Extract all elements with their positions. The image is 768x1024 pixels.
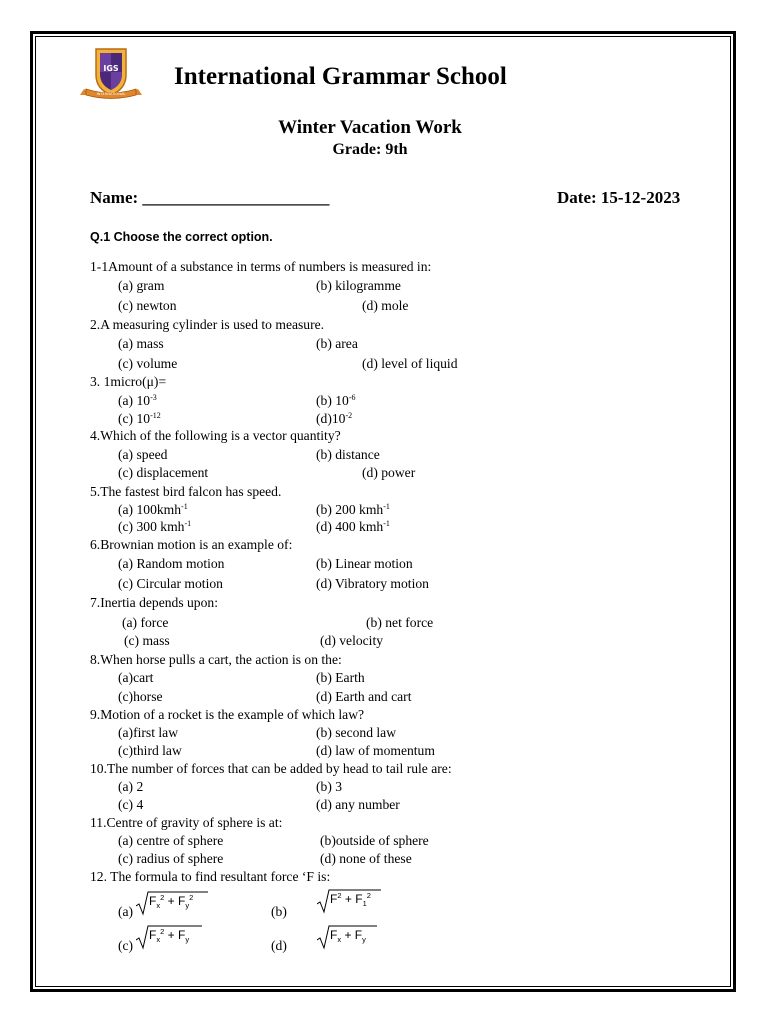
question-10-option-c: (c) 4 <box>118 797 144 812</box>
question-6-option-c: (c) Circular motion <box>118 576 223 591</box>
question-12-option-c: (c) <box>118 938 134 953</box>
question-11-option-a: (a) centre of sphere <box>118 833 224 848</box>
question-3-option-c: (c) $10^{-12}$ <box>118 411 161 426</box>
question-2-option-d: (d) level of liquid <box>362 356 458 371</box>
question-6-option-d: (d) Vibratory motion <box>316 576 429 591</box>
question-11-option-c: (c) radius of sphere <box>118 851 224 866</box>
question-12-text: 12. The formula to find resultant force ‘F is: <box>90 869 331 884</box>
question-1-option-a: (a) gram <box>118 278 165 293</box>
question-12-option-b: (b) <box>271 904 287 919</box>
question-10-option-a: (a) 2 <box>118 779 144 794</box>
question-10-text: 10.The number of forces that can be added by head to tail rule are: <box>90 761 452 776</box>
question-4-option-b: (b) distance <box>316 447 380 462</box>
section-heading: Q.1 Choose the correct option. <box>90 230 273 244</box>
question-2-option-a: (a) mass <box>118 336 164 351</box>
question-2-text: 2.A measuring cylinder is used to measure. <box>90 317 325 332</box>
question-5-option-c: (c) 300 kmh$^{-1}$ <box>118 519 192 534</box>
question-10-option-d: (d) any number <box>316 797 400 812</box>
svg-text:IGS: IGS <box>103 64 119 73</box>
question-9-text: 9.Motion of a rocket is the example of which law? <box>90 707 365 722</box>
question-4-option-a: (a) speed <box>118 447 168 462</box>
question-4-option-d: (d) power <box>362 465 416 480</box>
question-8-option-b: (b) Earth <box>316 670 365 685</box>
question-3-text: 3. 1micro(μ)= <box>90 374 167 389</box>
question-7-option-d: (d) velocity <box>320 633 384 648</box>
question-5-option-a: (a) 100kmh$^{-1}$ <box>118 502 188 517</box>
question-5-text: 5.The fastest bird falcon has speed. <box>90 484 282 499</box>
question-6-option-a: (a) Random motion <box>118 556 225 571</box>
question-8-text: 8.When horse pulls a cart, the action is on the: <box>90 652 342 667</box>
question-8-option-c: (c)horse <box>118 689 163 704</box>
formula-option-a: $F_x^2 + F_y^2$ <box>136 890 208 914</box>
question-3-option-a: (a) $10^{-3}$ <box>118 393 157 408</box>
question-2-option-b: (b) area <box>316 336 358 351</box>
question-1-option-d: (d) mole <box>362 298 409 313</box>
question-8-option-a: (a)cart <box>118 670 154 685</box>
question-5-option-d: (d) 400 kmh$^{-1}$ <box>316 519 390 534</box>
question-1-option-b: (b) kilogramme <box>316 278 401 293</box>
question-7-option-a: (a) force <box>122 615 169 630</box>
svg-text:INTERNATIONAL: INTERNATIONAL <box>96 92 126 96</box>
grade-label: Grade: 9th <box>332 141 408 158</box>
school-name: International Grammar School <box>174 63 507 90</box>
question-9-option-d: (d) law of momentum <box>316 743 435 758</box>
question-4-text: 4.Which of the following is a vector quantity? <box>90 428 341 443</box>
question-1-option-c: (c) newton <box>118 298 177 313</box>
school-logo-icon <box>80 45 142 105</box>
question-10-option-b: (b) 3 <box>316 779 343 794</box>
question-2-option-c: (c) volume <box>118 356 178 371</box>
question-7-text: 7.Inertia depends upon: <box>90 595 218 610</box>
question-9-option-b: (b) second law <box>316 725 397 740</box>
question-7-option-c: (c) mass <box>124 633 170 648</box>
question-4-option-c: (c) displacement <box>118 465 209 480</box>
question-8-option-d: (d) Earth and cart <box>316 689 412 704</box>
question-12-option-a: (a) <box>118 904 134 919</box>
formula-option-d: $F_x + F_y$ <box>317 924 377 948</box>
question-6-option-b: (b) Linear motion <box>316 556 413 571</box>
question-9-option-a: (a)first law <box>118 725 179 740</box>
question-11-text: 11.Centre of gravity of sphere is at: <box>90 815 283 830</box>
date-label: Date: 15-12-2023 <box>557 188 681 207</box>
formula-option-c: $F_x^2 + F_y$ <box>136 924 202 948</box>
question-11-option-b: (b)outside of sphere <box>320 833 429 848</box>
question-6-text: 6.Brownian motion is an example of: <box>90 537 293 552</box>
name-field: Name: ______________________ <box>90 188 330 207</box>
question-12-option-d: (d) <box>271 938 287 953</box>
formula-option-b: $F^2 + F_1^2$ <box>317 888 381 912</box>
document-title: Winter Vacation Work <box>278 117 462 138</box>
question-9-option-c: (c)third law <box>118 743 182 758</box>
question-7-option-b: (b) net force <box>366 615 434 630</box>
question-5-option-b: (b) 200 kmh$^{-1}$ <box>316 502 390 517</box>
question-3-option-b: (b) $10^{-6}$ <box>316 393 356 408</box>
question-3-option-d: $(d)10^{-2}$ <box>316 411 353 426</box>
question-11-option-d: (d) none of these <box>320 851 412 866</box>
question-1-text: 1-1Amount of a substance in terms of numbers is measured in: <box>90 259 432 274</box>
